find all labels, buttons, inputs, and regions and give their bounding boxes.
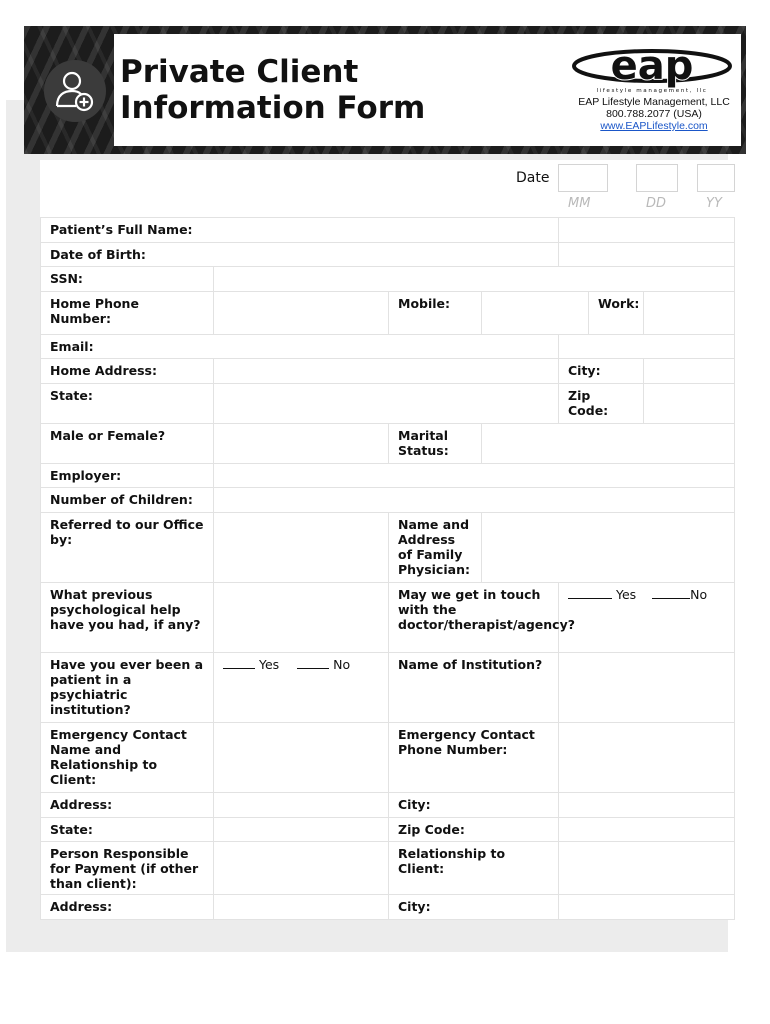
- institution-name-field[interactable]: [559, 653, 735, 723]
- table-row: [41, 818, 735, 842]
- num-children-field[interactable]: [214, 488, 735, 513]
- home-phone-label: Home Phone Number:: [41, 292, 214, 335]
- logo-text: eap: [610, 48, 694, 89]
- emergency-city-label: City:: [389, 793, 559, 818]
- psych-patient-options: [214, 653, 389, 723]
- emergency-city-field[interactable]: [559, 793, 735, 818]
- table-row: [41, 513, 735, 583]
- mobile-label: Mobile:: [389, 292, 482, 335]
- emergency-phone-label: Emergency Contact Phone Number:: [389, 723, 559, 793]
- dob-label: Date of Birth:: [41, 243, 559, 267]
- date-year-input[interactable]: [697, 164, 735, 192]
- company-name: EAP Lifestyle Management, LLC: [578, 96, 730, 108]
- home-address-label: Home Address:: [41, 359, 214, 384]
- add-user-icon: [44, 60, 106, 122]
- city-label: City:: [559, 359, 644, 384]
- table-row: [41, 488, 735, 513]
- institution-name-label: Name of Institution?: [389, 653, 559, 723]
- date-month-input[interactable]: [558, 164, 608, 192]
- email-label: Email:: [41, 335, 559, 359]
- mobile-field[interactable]: [482, 292, 589, 335]
- date-row: [40, 160, 734, 216]
- emergency-address-label: Address:: [41, 793, 214, 818]
- table-row: [41, 464, 735, 488]
- client-info-table: [40, 217, 735, 920]
- form-card: [40, 160, 734, 920]
- date-year-hint: YY: [706, 196, 722, 211]
- table-row: [41, 384, 735, 424]
- emergency-name-field[interactable]: [214, 723, 389, 793]
- table-row: [41, 653, 735, 723]
- work-label: Work:: [589, 292, 644, 335]
- date-day-input[interactable]: [636, 164, 678, 192]
- dob-field[interactable]: [559, 243, 735, 267]
- marital-status-label: Marital Status:: [389, 424, 482, 464]
- title-line-1: Private Client: [120, 54, 359, 90]
- home-address-field[interactable]: [214, 359, 559, 384]
- work-field[interactable]: [644, 292, 735, 335]
- payment-person-label: Person Responsible for Payment (if other than client):: [41, 842, 214, 895]
- company-phone: 800.788.2077 (USA): [606, 108, 702, 120]
- table-row: [41, 335, 735, 359]
- emergency-state-label: State:: [41, 818, 214, 842]
- table-row: [41, 243, 735, 267]
- table-row: [41, 359, 735, 384]
- emergency-zip-label: Zip Code:: [389, 818, 559, 842]
- contact-no-option[interactable]: No: [652, 587, 707, 602]
- referred-by-field[interactable]: [214, 513, 389, 583]
- previous-help-field[interactable]: [214, 583, 389, 653]
- state-label: State:: [41, 384, 214, 424]
- table-row: [41, 723, 735, 793]
- payment-address-label: Address:: [41, 895, 214, 920]
- patient-name-label: Patient’s Full Name:: [41, 218, 559, 243]
- table-row: [41, 895, 735, 920]
- payment-address-field[interactable]: [214, 895, 389, 920]
- family-physician-label: Name and Address of Family Physician:: [389, 513, 482, 583]
- emergency-address-field[interactable]: [214, 793, 389, 818]
- marital-status-field[interactable]: [482, 424, 735, 464]
- ssn-label: SSN:: [41, 267, 214, 292]
- sex-label: Male or Female?: [41, 424, 214, 464]
- emergency-zip-field[interactable]: [559, 818, 735, 842]
- employer-field[interactable]: [214, 464, 735, 488]
- contact-doctor-label: May we get in touch with the doctor/therapist/agency?: [389, 583, 559, 653]
- email-field[interactable]: [559, 335, 735, 359]
- emergency-phone-field[interactable]: [559, 723, 735, 793]
- form-header: [24, 26, 746, 154]
- date-month-hint: MM: [568, 196, 591, 211]
- logo-tagline: lifestyle management, llc: [596, 88, 708, 94]
- table-row: [41, 267, 735, 292]
- date-label: Date: [516, 170, 550, 186]
- zip-code-field[interactable]: [644, 384, 735, 424]
- table-row: [41, 583, 735, 653]
- title-line-2: Information Form: [120, 90, 426, 126]
- psych-patient-label: Have you ever been a patient in a psychiatric institution?: [41, 653, 214, 723]
- state-field[interactable]: [214, 384, 559, 424]
- previous-help-label: What previous psychological help have you had, if any?: [41, 583, 214, 653]
- payment-city-field[interactable]: [559, 895, 735, 920]
- table-row: [41, 424, 735, 464]
- payment-person-field[interactable]: [214, 842, 389, 895]
- ssn-field[interactable]: [214, 267, 735, 292]
- company-url-link[interactable]: www.EAPLifestyle.com: [600, 120, 708, 132]
- date-day-hint: DD: [646, 196, 667, 211]
- company-info: [534, 96, 770, 132]
- table-row: [41, 218, 735, 243]
- family-physician-field[interactable]: [482, 513, 735, 583]
- page-title: [120, 54, 425, 126]
- table-row: [41, 793, 735, 818]
- psych-no-option[interactable]: No: [297, 657, 350, 672]
- table-row: [41, 292, 735, 335]
- payment-city-label: City:: [389, 895, 559, 920]
- sex-field[interactable]: [214, 424, 389, 464]
- header-panel: [114, 34, 741, 146]
- emergency-name-label: Emergency Contact Name and Relationship to Client:: [41, 723, 214, 793]
- contact-yes-option[interactable]: Yes: [568, 587, 636, 602]
- contact-doctor-options: [559, 583, 735, 653]
- relationship-field[interactable]: [559, 842, 735, 895]
- table-row: [41, 842, 735, 895]
- psych-yes-option[interactable]: Yes: [223, 657, 279, 672]
- zip-code-label: Zip Code:: [559, 384, 644, 424]
- num-children-label: Number of Children:: [41, 488, 214, 513]
- city-field[interactable]: [644, 359, 735, 384]
- patient-name-field[interactable]: [559, 218, 735, 243]
- referred-by-label: Referred to our Office by:: [41, 513, 214, 583]
- employer-label: Employer:: [41, 464, 214, 488]
- eap-logo: [572, 48, 732, 96]
- relationship-label: Relationship to Client:: [389, 842, 559, 895]
- emergency-state-field[interactable]: [214, 818, 389, 842]
- home-phone-field[interactable]: [214, 292, 389, 335]
